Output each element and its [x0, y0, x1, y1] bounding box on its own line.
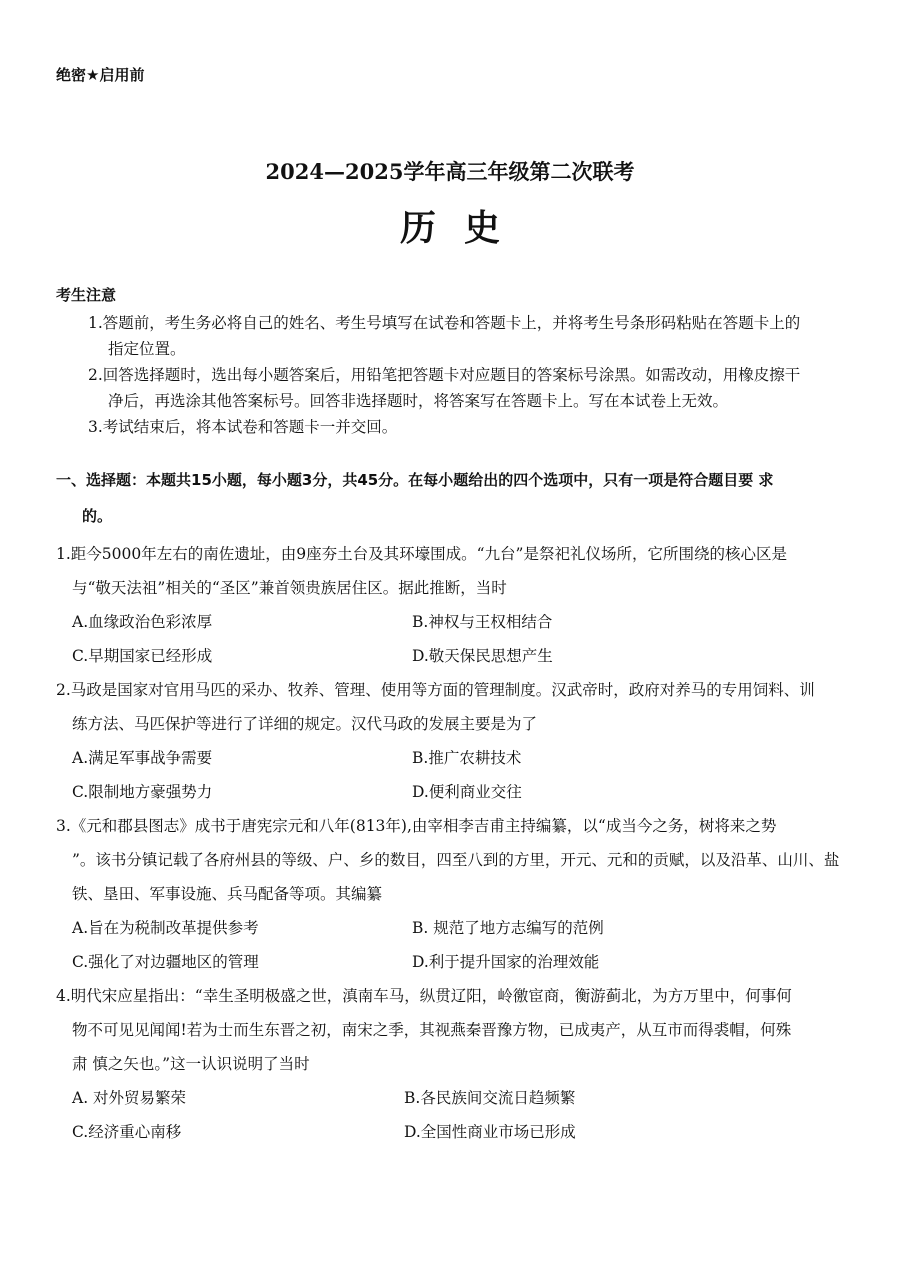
question-4-line: 物不可见见闻闻!若为士而生东晋之初，南宋之季，其视燕秦晋豫方物，已成夷产，从互市而得裘帽，何殊: [72, 1021, 792, 1039]
question-2-line: 练方法、马匹保护等进行了详细的规定。汉代马政的发展主要是为了: [72, 715, 538, 733]
notice-line: 1.答题前，考生务必将自己的姓名、考生号填写在试卷和答题卡上，并将考生号条形码粘贴在答题卡上的: [88, 314, 801, 332]
question-3-option-b: B. 规范了地方志编写的范例: [412, 919, 604, 937]
notice-line: 净后，再选涂其他答案标号。回答非选择题时，将答案写在答题卡上。写在本试卷上无效。: [108, 392, 729, 410]
question-1-line: 与“敬天法祖”相关的“圣区”兼首领贵族居住区。据此推断，当时: [72, 579, 507, 597]
secret-mark: 绝密★启用前: [56, 66, 145, 84]
question-2-option-c: C.限制地方豪强势力: [72, 783, 213, 801]
question-3-line: 3.《元和郡县图志》成书于唐宪宗元和八年(813年),由宰相李吉甫主持编纂，以“成当今之务，树将来之势: [56, 817, 777, 835]
question-3-option-c: C.强化了对边疆地区的管理: [72, 953, 259, 971]
question-2-option-a: A.满足军事战争需要: [72, 749, 213, 767]
question-2-option-b: B.推广农耕技术: [412, 749, 522, 767]
question-3-line: ”。该书分镇记载了各府州县的等级、户、乡的数目，四至八到的方里，开元、元和的贡赋，以及沿革、山川、盐: [72, 851, 840, 869]
question-4-line: 4.明代宋应星指出：“幸生圣明极盛之世，滇南车马，纵贯辽阳，岭徼宦商，衡游蓟北，为方万里中，何事何: [56, 987, 792, 1005]
question-3-option-a: A.旨在为税制改革提供参考: [72, 919, 259, 937]
section-heading-cont: 的。: [82, 507, 113, 525]
notice-line: 指定位置。: [108, 340, 186, 358]
question-2-line: 2.马政是国家对官用马匹的采办、牧养、管理、使用等方面的管理制度。汉武帝时，政府对养马的专用饲料、训: [56, 681, 815, 699]
section-heading: 一、选择题：本题共15小题，每小题3分，共45分。在每小题给出的四个选项中，只有一项是符合题目要 求: [56, 471, 774, 489]
question-3-option-d: D.利于提升国家的治理效能: [412, 953, 600, 971]
question-1-option-b: B.神权与王权相结合: [412, 613, 553, 631]
exam-title: 2024—2025学年高三年级第二次联考: [265, 159, 635, 184]
question-4-option-c: C.经济重心南移: [72, 1123, 182, 1141]
question-1-line: 1.距今5000年左右的南佐遗址，由9座夯土台及其环壕围成。“九台”是祭祀礼仪场所，它所围绕的核心区是: [56, 545, 787, 563]
question-2-option-d: D.便利商业交往: [412, 783, 522, 801]
subject-title: 历史: [399, 207, 528, 249]
question-4-option-d: D.全国性商业市场已形成: [404, 1123, 576, 1141]
question-4-option-a: A. 对外贸易繁荣: [72, 1089, 187, 1107]
question-1-option-a: A.血缘政治色彩浓厚: [72, 613, 213, 631]
notice-heading: 考生注意: [56, 286, 117, 304]
question-1-option-d: D.敬天保民思想产生: [412, 647, 553, 665]
question-4-line: 肃 慎之矢也。”这一认识说明了当时: [72, 1055, 310, 1073]
notice-line: 2.回答选择题时，选出每小题答案后，用铅笔把答题卡对应题目的答案标号涂黑。如需改动，用橡皮擦干: [88, 366, 801, 384]
question-4-option-b: B.各民族间交流日趋频繁: [404, 1089, 576, 1107]
question-3-line: 铁、垦田、军事设施、兵马配备等项。其编纂: [72, 885, 383, 903]
question-1-option-c: C.早期国家已经形成: [72, 647, 213, 665]
notice-line: 3.考试结束后，将本试卷和答题卡一并交回。: [88, 418, 398, 436]
